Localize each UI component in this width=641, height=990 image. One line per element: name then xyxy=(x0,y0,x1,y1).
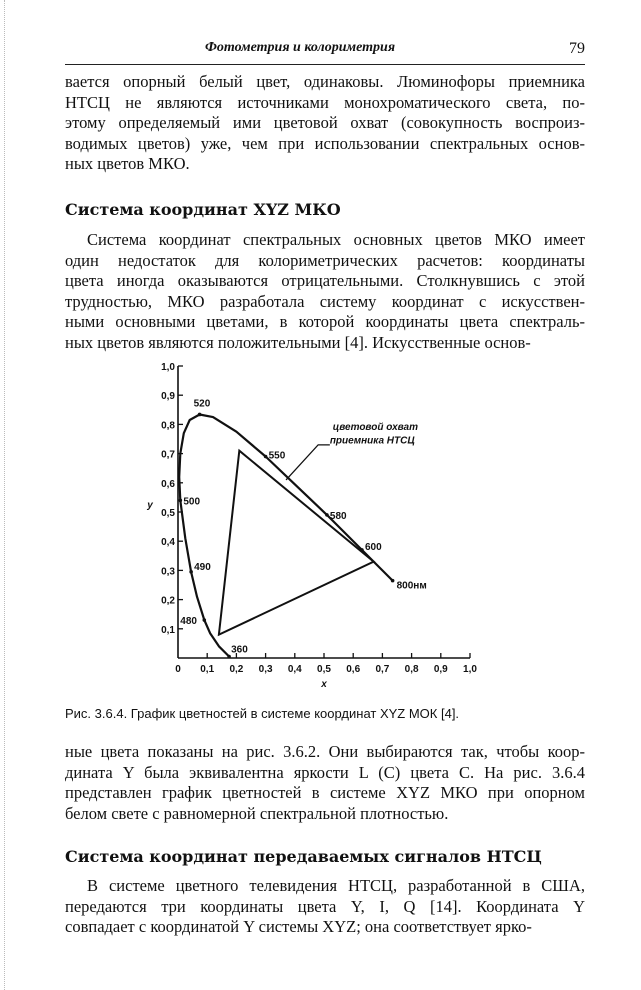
ntsc-gamut-triangle xyxy=(219,451,374,635)
wavelength-marker xyxy=(189,570,193,574)
text-line: ных цветов МКО. xyxy=(65,154,190,173)
text-line: этому определяемый ими цветовой охват (совокупность воспроиз- xyxy=(65,113,585,132)
y-tick-label: 0,1 xyxy=(161,624,175,636)
paragraph-4 xyxy=(65,876,585,938)
y-tick-label: 0,5 xyxy=(161,508,175,519)
wavelength-label: 520 xyxy=(193,398,211,410)
wavelength-marker xyxy=(202,618,206,622)
wavelength-label: 550 xyxy=(268,450,286,462)
text-line: совпадает с координатой Y системы XYZ; она соответствует ярко- xyxy=(65,917,532,936)
x-tick-label: 0,1 xyxy=(200,664,215,675)
text-line: НТСЦ не являются источниками монохроматического света, по- xyxy=(65,92,585,112)
wavelength-marker xyxy=(264,455,268,459)
text-line: ными основными цветами, в которой координаты цвета спектраль- xyxy=(65,312,585,331)
wavelength-marker xyxy=(179,499,183,503)
text-line: ных цветов являются положительными [4]. Искусственные основ- xyxy=(65,332,531,352)
wavelength-marker xyxy=(198,413,202,417)
text-line: вается опорный белый цвет, одинаковы. Люминофоры приемника xyxy=(65,72,585,91)
x-tick-label: 0,6 xyxy=(346,664,361,675)
x-tick-label: 0,8 xyxy=(404,664,419,675)
y-axis-label: y xyxy=(147,500,153,511)
text-line: В системе цветного телевидения НТСЦ, разработанной в США, xyxy=(87,876,585,895)
header-title: Фотометрия и колориметрия xyxy=(204,40,396,55)
wavelength-label: 800нм xyxy=(396,580,427,592)
text-line: ные цвета показаны на рис. 3.6.2. Они выбираются так, чтобы коор- xyxy=(65,742,585,761)
text-line: водимых цветов) уже, чем при использовании спектральных основ- xyxy=(65,133,585,153)
text-line: трудностью, МКО разработала систему координат с искусствен- xyxy=(65,291,585,311)
text-line: один недостаток для колориметрических расчетов: координаты xyxy=(65,250,585,270)
annotation-line-2: приемника НТСЦ xyxy=(329,435,415,447)
annotation-line-1: цветовой охват xyxy=(332,422,419,434)
wavelength-label: 360 xyxy=(231,644,248,656)
figure-caption: Рис. 3.6.4. График цветностей в системе координат XYZ МОК [4]. xyxy=(65,706,460,721)
text-line: передаются три координаты цвета Y, I, Q [14]. Координата Y xyxy=(65,896,585,916)
x-tick-label: 1,0 xyxy=(463,664,477,675)
text-line: представлен график цветностей в системе XYZ МКО при опорном xyxy=(65,783,585,802)
text-line: дината Y была эквивалентна яркости L (C) цвета C. На рис. 3.6.4 xyxy=(65,762,585,782)
y-tick-label: 1,0 xyxy=(161,362,175,373)
wavelength-label: 490 xyxy=(194,561,211,573)
wavelength-label: 580 xyxy=(329,510,347,522)
x-tick-label: 0 xyxy=(175,664,181,675)
y-tick-label: 0,6 xyxy=(161,478,175,490)
y-tick-label: 0,7 xyxy=(161,449,175,461)
page-number: 79 xyxy=(569,40,585,57)
text-line: Система координат спектральных основных цветов МКО имеет xyxy=(87,230,585,249)
heading-xyz: Система координат XYZ МКО xyxy=(65,200,341,219)
wavelength-label: 480 xyxy=(180,616,197,628)
y-tick-label: 0,8 xyxy=(161,420,175,432)
wavelength-marker xyxy=(391,579,395,583)
y-tick-label: 0,2 xyxy=(161,595,175,607)
y-tick-label: 0,4 xyxy=(161,537,175,549)
x-tick-label: 0,7 xyxy=(375,664,390,675)
x-tick-label: 0,2 xyxy=(229,664,244,675)
x-tick-label: 0,9 xyxy=(433,664,448,675)
heading-ntsc: Система координат передаваемых сигналов НТСЦ xyxy=(65,847,542,866)
x-tick-label: 0,3 xyxy=(258,664,273,675)
wavelength-marker xyxy=(325,513,329,517)
text-line: цвета иногда оказываются отрицательными. Столкнувшись с этой xyxy=(65,271,585,290)
text-line: белом свете с равномерной спектральной плотностью. xyxy=(65,803,449,823)
paragraph-3 xyxy=(65,742,585,824)
wavelength-label: 600 xyxy=(364,541,382,553)
spectral-locus xyxy=(179,415,392,657)
x-tick-label: 0,4 xyxy=(287,664,302,675)
x-tick-label: 0,5 xyxy=(317,664,331,675)
y-tick-label: 0,9 xyxy=(161,391,175,403)
annotation-leader xyxy=(286,445,330,480)
y-tick-label: 0,3 xyxy=(161,566,175,578)
wavelength-marker xyxy=(360,548,364,552)
x-axis-label: x xyxy=(321,679,327,690)
wavelength-label: 500 xyxy=(183,496,201,508)
